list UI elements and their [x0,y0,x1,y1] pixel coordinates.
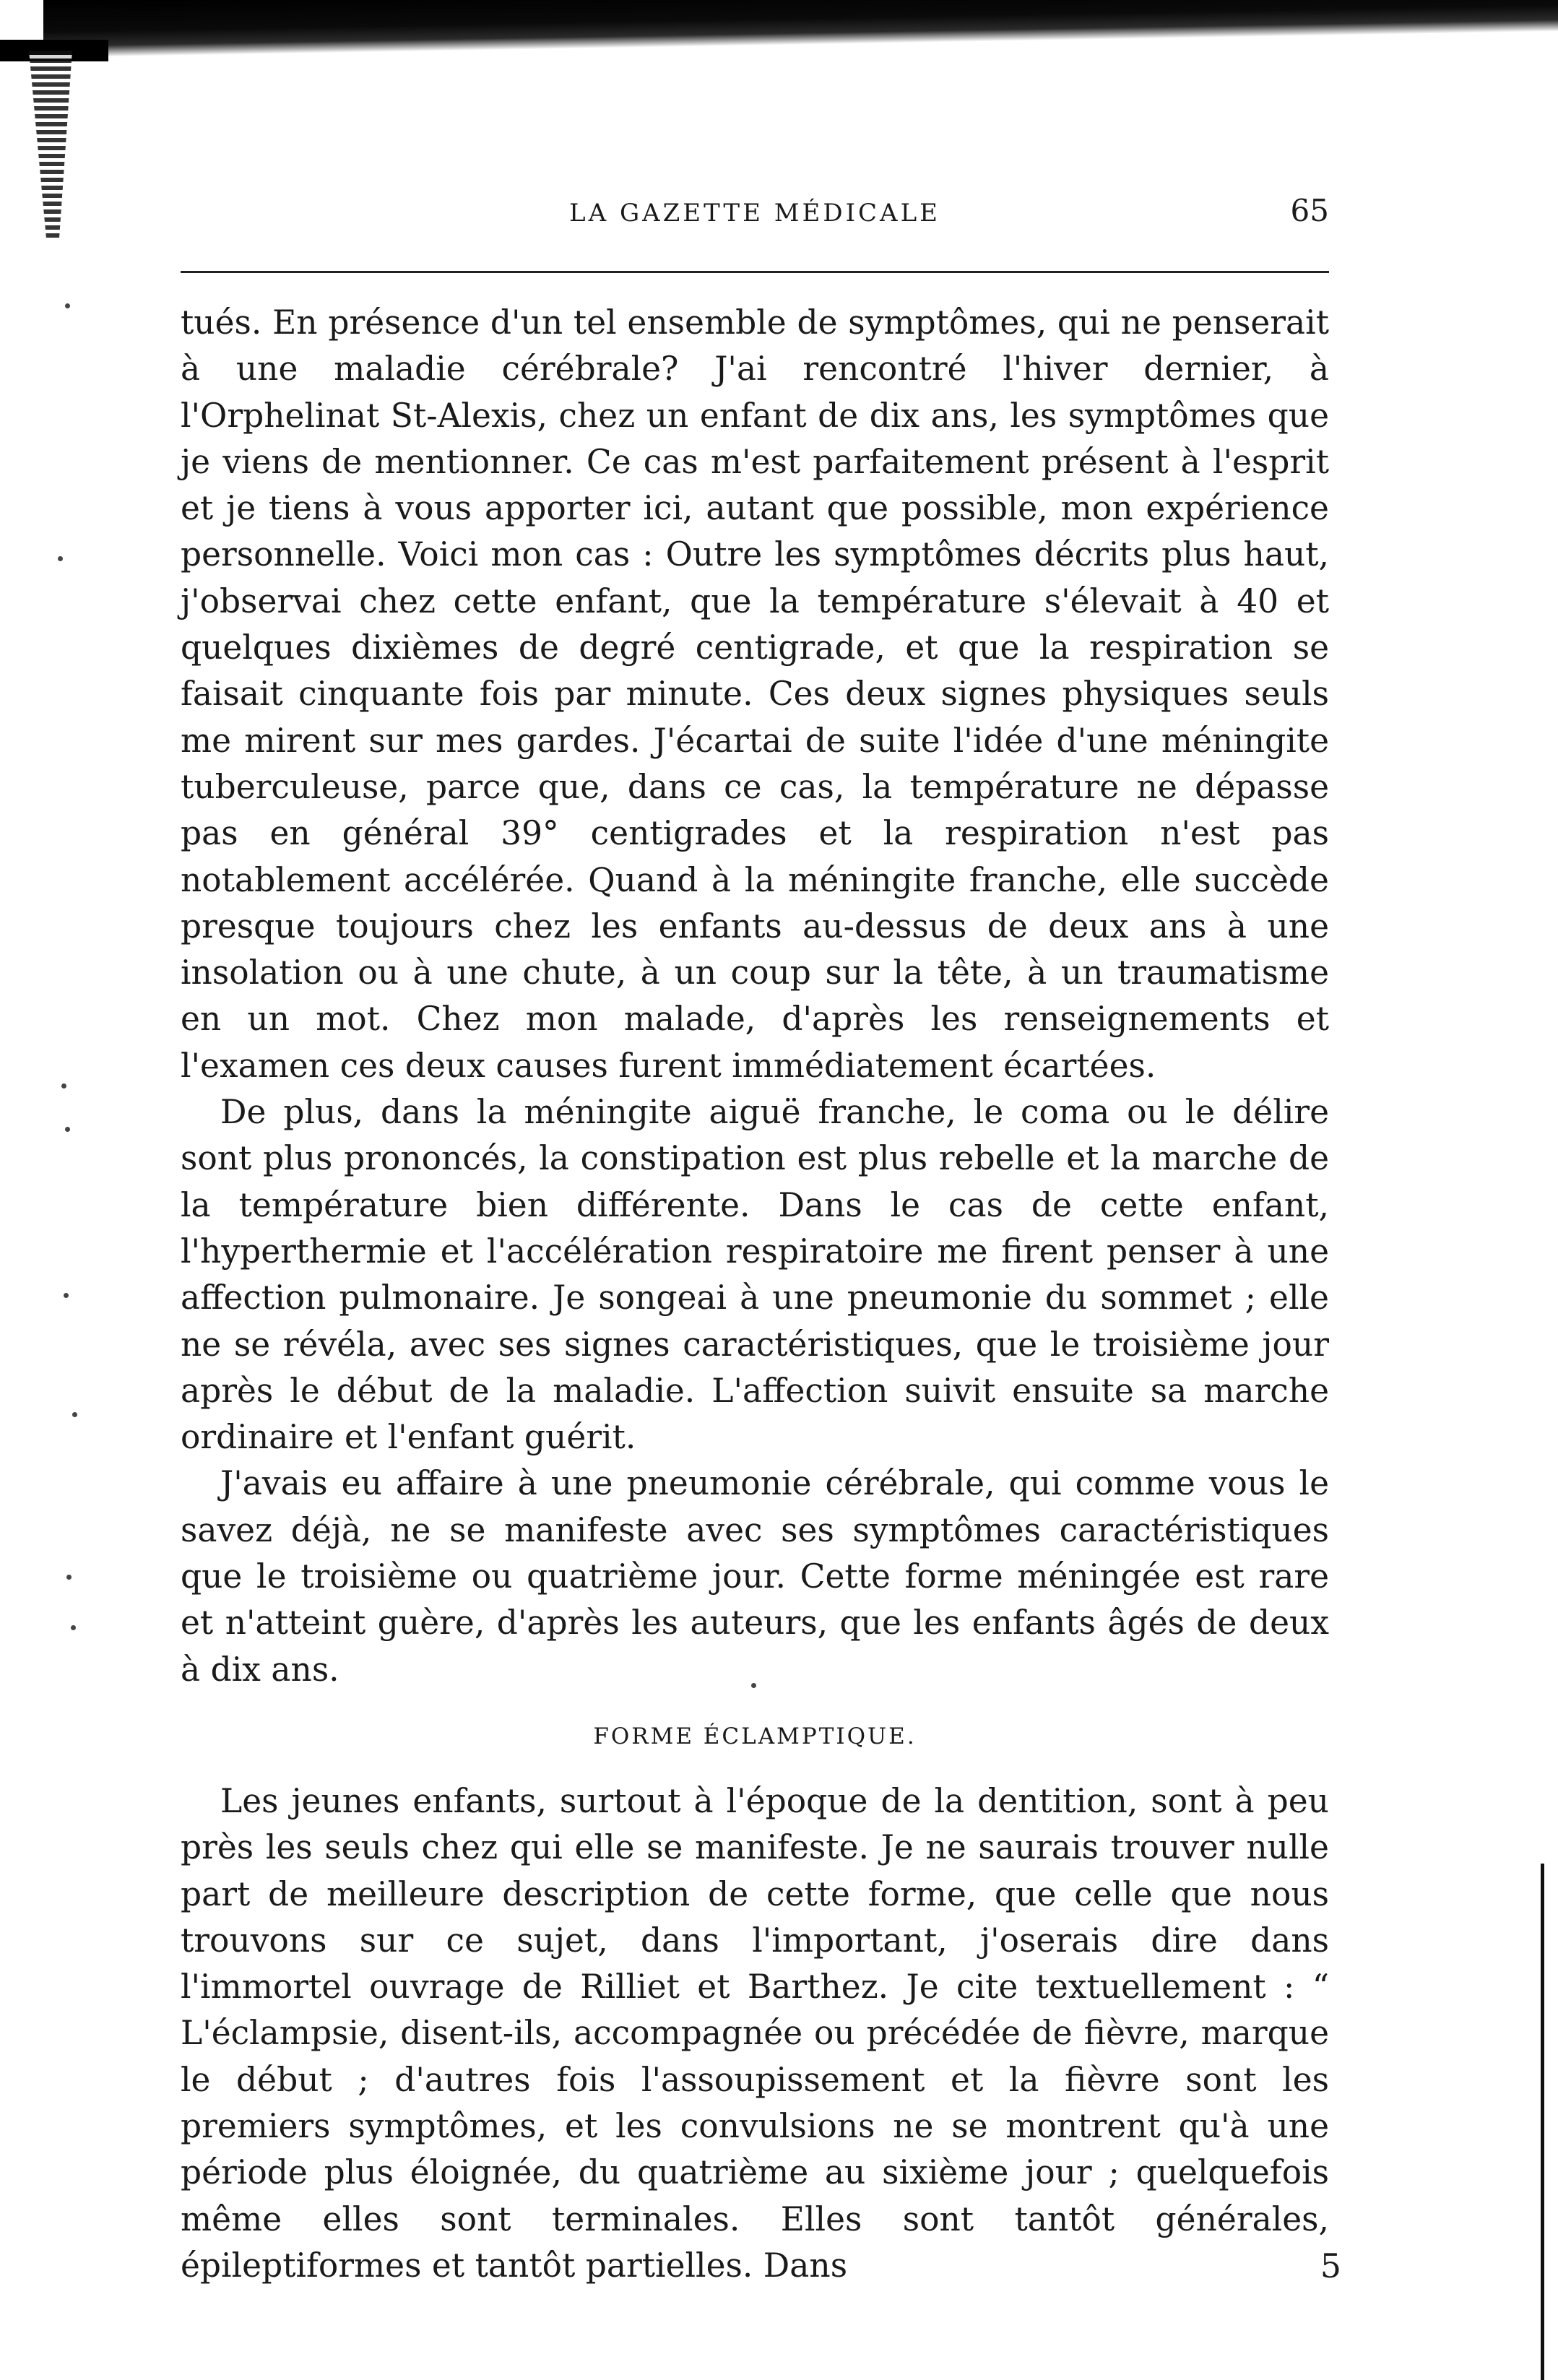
running-head [181,184,1329,242]
margin-speck [64,1293,69,1298]
header-rule [181,271,1329,273]
running-title: LA GAZETTE MÉDICALE [569,199,940,228]
paragraph: Les jeunes enfants, surtout à l'époque de la dentition, sont à peu près les seuls chez qui elle se manifeste. Je ne saurais trouver nulle part de meilleure description de cette forme, que celle que nous trouvons sur ce sujet, dans l'important, j'oserais dire dans l'immortel ouvrage de Rilliet et Barthez. Je cite textuellement : “ L'éclampsie, disent-ils, accompagnée ou précédée de fièvre, marque le début ; d'autres fois l'assoupissement et la fièvre sont les premiers symptômes, et les convulsions ne se montrent qu'à une période plus éloignée, du quatrième au sixième jour ; quelquefois même elles sont terminales. Elles sont tantôt générales, épileptiformes et tantôt partielles. Dans [181,1781,1329,2285]
margin-speck [71,1625,76,1630]
paragraph: tués. En présence d'un tel ensemble de symptômes, qui ne penserait à une maladie cérébrale? J'ai rencontré l'hiver dernier, à l'Orphelinat St-Alexis, chez un enfant de dix ans, les symptômes que je viens de mentionner. Ce cas m'est parfaitement présent à l'esprit et je tiens à vous apporter ici, autant que possible, mon expérience personnelle. Voici mon cas : Outre les symptômes décrits plus haut, j'observai chez cette enfant, que la température s'élevait à 40 et quelques dixièmes de degré centigrade, et que la respiration se faisait cinquante fois par minute. Ces deux signes physiques seuls me mirent sur mes gardes. J'écartai de suite l'idée d'une méningite tuberculeuse, parce que, dans ce cas, la température ne dépasse pas en général 39° centigrades et la respiration n'est pas notablement accélérée. Quand à la méningite franche, elle succède presque toujours chez les enfants au-dessus de deux ans à une insolation ou à une chute, à un coup sur la tête, à un traumatisme en un mot. Chez mon malade, d'après les renseignements et l'examen ces deux causes furent immédiatement écartées. [181,303,1329,1085]
margin-speck [65,1127,70,1132]
margin-speck [65,303,70,308]
scan-right-edge-line [1541,1864,1544,2380]
margin-speck [72,1412,77,1417]
margin-speck [66,1575,72,1580]
section-heading: FORME ÉCLAMPTIQUE. [593,1723,917,1749]
paragraph: De plus, dans la méningite aiguë franche, le coma ou le délire sont plus prononcés, la constipation est plus rebelle et la marche de la température bien différente. Dans le cas de cette enfant, l'hyperthermie et l'accélération respiratoire me firent penser à une affection pulmonaire. Je songeai à une pneumonie du sommet ; elle ne se révéla, avec ses signes caractéristiques, que le troisième jour après le début de la maladie. L'affection suivit ensuite sa marche ordinaire et l'enfant guérit. [181,1093,1329,1457]
margin-speck [58,556,63,561]
scan-binding-edge [29,51,72,238]
paragraph: J'avais eu affaire à une pneumonie cérébrale, qui comme vous le savez déjà, ne se manifeste avec ses symptômes caractéristiques que le troisième ou quatrième jour. Cette forme méningée est rare et n'atteint guère, d'après les auteurs, que les enfants âgés de deux à dix ans. [181,1464,1329,1689]
page-number: 65 [1290,193,1329,228]
scan-shadow-top [43,0,1558,58]
body-text [181,300,1329,2289]
margin-speck [61,1083,66,1089]
signature-mark: 5 [1320,2246,1341,2285]
document-page [181,184,1329,2285]
